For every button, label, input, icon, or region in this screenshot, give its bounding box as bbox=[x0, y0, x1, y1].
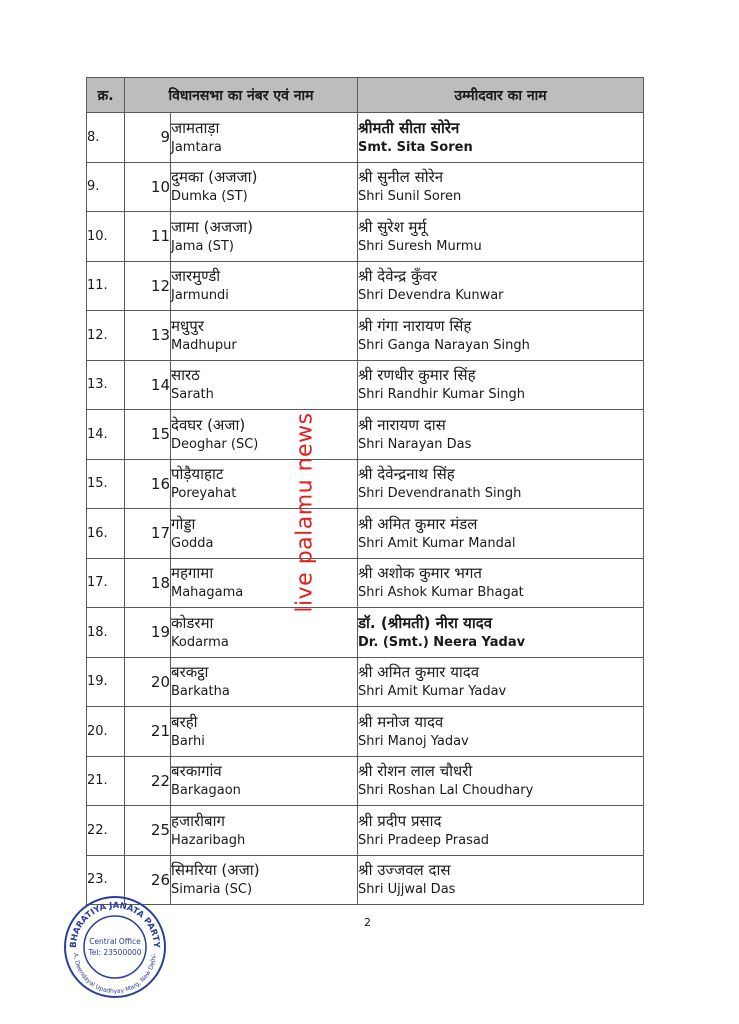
constituency-name-hindi: जारमुण्डी bbox=[171, 267, 221, 286]
candidate-name-hindi: डॉ. (श्रीमती) नीरा यादव bbox=[358, 613, 493, 632]
constituency-name-english: Poreyahat bbox=[171, 486, 237, 502]
candidate-name-english: Shri Devendra Kunwar bbox=[358, 288, 504, 304]
constituency-name bbox=[171, 113, 358, 163]
seal-outer-text: BHARATIYA JANATA PARTY bbox=[68, 900, 162, 949]
constituency-name-hindi: बरकागांव bbox=[171, 762, 222, 781]
constituency-number: 25 bbox=[125, 806, 171, 856]
constituency-name-hindi: सारठ bbox=[171, 366, 200, 385]
constituency-name bbox=[171, 707, 358, 757]
candidate-name-english: Shri Suresh Murmu bbox=[358, 238, 482, 254]
candidate-name-hindi: श्री उज्जवल दास bbox=[358, 861, 451, 880]
candidate-name-english: Shri Pradeep Prasad bbox=[358, 832, 490, 848]
table-row bbox=[87, 707, 644, 757]
constituency-name-hindi: बरकट्ठा bbox=[171, 663, 209, 682]
table-row bbox=[87, 261, 644, 311]
candidate-name-english: Shri Manoj Yadav bbox=[358, 733, 469, 749]
candidate-name bbox=[358, 113, 644, 163]
constituency-name-english: Jarmundi bbox=[171, 288, 229, 304]
candidate-name-hindi: श्री अमित कुमार मंडल bbox=[358, 514, 478, 533]
candidate-name-hindi: श्री रणधीर कुमार सिंह bbox=[358, 366, 476, 385]
table-row bbox=[87, 410, 644, 460]
constituency-name bbox=[171, 558, 358, 608]
constituency-name-hindi: दुमका (अजजा) bbox=[171, 168, 258, 187]
seal-inner-line1: Central Office bbox=[89, 937, 141, 946]
candidate-name bbox=[358, 311, 644, 361]
candidate-name-english: Shri Devendranath Singh bbox=[358, 486, 522, 502]
candidate-name-hindi: श्री नारायण दास bbox=[358, 415, 446, 434]
constituency-name-english: Mahagama bbox=[171, 585, 244, 601]
constituency-name bbox=[171, 657, 358, 707]
table-row bbox=[87, 113, 644, 163]
table-row bbox=[87, 855, 644, 905]
constituency-number: 13 bbox=[125, 311, 171, 361]
candidate-name-english: Shri Amit Kumar Yadav bbox=[358, 684, 507, 700]
candidate-name-english: Shri Randhir Kumar Singh bbox=[358, 387, 525, 403]
constituency-name-hindi: पोड़ैयाहाट bbox=[171, 465, 224, 484]
constituency-number: 20 bbox=[125, 657, 171, 707]
constituency-name bbox=[171, 855, 358, 905]
serial-number: 23. bbox=[87, 855, 125, 905]
candidate-name-hindi: श्री सुनील सोरेन bbox=[358, 168, 444, 187]
candidate-name-hindi: श्री देवेन्द्रनाथ सिंह bbox=[358, 465, 455, 484]
constituency-name-english: Kodarma bbox=[171, 634, 229, 650]
candidate-name-hindi: श्री मनोज यादव bbox=[358, 712, 444, 731]
candidate-name-english: Shri Roshan Lal Choudhary bbox=[358, 783, 534, 799]
constituency-name-hindi: हजारीबाग bbox=[171, 811, 225, 830]
constituency-number: 16 bbox=[125, 459, 171, 509]
constituency-name-english: Barhi bbox=[171, 733, 205, 749]
table-row bbox=[87, 806, 644, 856]
candidate-name-english: Smt. Sita Soren bbox=[358, 139, 473, 155]
constituency-name-english: Madhupur bbox=[171, 337, 237, 353]
candidate-name-english: Shri Narayan Das bbox=[358, 436, 472, 452]
constituency-name-hindi: देवघर (अजा) bbox=[171, 415, 246, 434]
watermark: live palamu news bbox=[292, 412, 318, 613]
constituency-name-english: Jamtara bbox=[171, 139, 222, 155]
page-number: 2 bbox=[364, 916, 371, 929]
constituency-name-hindi: बरही bbox=[171, 712, 198, 731]
header-constituency: विधानसभा का नंबर एवं नाम bbox=[125, 78, 358, 113]
candidate-name bbox=[358, 261, 644, 311]
candidate-name bbox=[358, 855, 644, 905]
serial-number: 9. bbox=[87, 162, 125, 212]
candidate-name-english: Dr. (Smt.) Neera Yadav bbox=[358, 634, 526, 650]
candidate-name bbox=[358, 657, 644, 707]
table-row bbox=[87, 509, 644, 559]
constituency-name-hindi: महगामा bbox=[171, 564, 214, 583]
serial-number: 8. bbox=[87, 113, 125, 163]
constituency-name bbox=[171, 756, 358, 806]
constituency-number: 11 bbox=[125, 212, 171, 262]
constituency-name bbox=[171, 360, 358, 410]
constituency-name bbox=[171, 311, 358, 361]
table-row bbox=[87, 360, 644, 410]
header-candidate: उम्मीदवार का नाम bbox=[358, 78, 644, 113]
table-row bbox=[87, 212, 644, 262]
serial-number: 22. bbox=[87, 806, 125, 856]
constituency-name-english: Barkatha bbox=[171, 684, 230, 700]
constituency-name-english: Deoghar (SC) bbox=[171, 436, 259, 452]
table-row bbox=[87, 311, 644, 361]
serial-number: 20. bbox=[87, 707, 125, 757]
constituency-name bbox=[171, 608, 358, 658]
constituency-name bbox=[171, 410, 358, 460]
constituency-name-hindi: जामा (अजजा) bbox=[171, 217, 253, 236]
table-body bbox=[87, 113, 644, 905]
candidate-name-hindi: श्री सुरेश मुर्मू bbox=[358, 217, 427, 236]
constituency-name-hindi: कोडरमा bbox=[171, 613, 214, 632]
constituency-name-english: Jama (ST) bbox=[171, 238, 234, 254]
constituency-name-english: Godda bbox=[171, 535, 214, 551]
constituency-number: 21 bbox=[125, 707, 171, 757]
candidate-name bbox=[358, 212, 644, 262]
header-serial: क्र. bbox=[87, 78, 125, 113]
serial-number: 18. bbox=[87, 608, 125, 658]
serial-number: 13. bbox=[87, 360, 125, 410]
table-row bbox=[87, 657, 644, 707]
party-seal-icon bbox=[62, 894, 168, 1000]
table-row bbox=[87, 558, 644, 608]
constituency-name-hindi: सिमरिया (अजा) bbox=[171, 861, 260, 880]
candidate-name-hindi: श्री अमित कुमार यादव bbox=[358, 663, 480, 682]
constituency-name bbox=[171, 261, 358, 311]
serial-number: 21. bbox=[87, 756, 125, 806]
candidate-name bbox=[358, 707, 644, 757]
constituency-name-english: Barkagaon bbox=[171, 783, 241, 799]
constituency-name-english: Simaria (SC) bbox=[171, 882, 253, 898]
candidate-name bbox=[358, 509, 644, 559]
serial-number: 19. bbox=[87, 657, 125, 707]
serial-number: 15. bbox=[87, 459, 125, 509]
candidate-name-english: Shri Sunil Soren bbox=[358, 189, 462, 205]
constituency-number: 12 bbox=[125, 261, 171, 311]
serial-number: 11. bbox=[87, 261, 125, 311]
constituency-number: 17 bbox=[125, 509, 171, 559]
candidate-name-hindi: श्री रोशन लाल चौधरी bbox=[358, 762, 473, 781]
constituency-name-hindi: जामताड़ा bbox=[171, 118, 220, 137]
candidate-name-english: Shri Amit Kumar Mandal bbox=[358, 535, 516, 551]
table-header-row bbox=[87, 78, 644, 113]
candidate-name-english: Shri Ujjwal Das bbox=[358, 882, 456, 898]
serial-number: 17. bbox=[87, 558, 125, 608]
candidate-name-english: Shri Ashok Kumar Bhagat bbox=[358, 585, 524, 601]
candidate-name bbox=[358, 608, 644, 658]
candidate-name bbox=[358, 360, 644, 410]
serial-number: 12. bbox=[87, 311, 125, 361]
constituency-name-english: Dumka (ST) bbox=[171, 189, 248, 205]
table-row bbox=[87, 608, 644, 658]
candidate-name bbox=[358, 459, 644, 509]
constituency-number: 15 bbox=[125, 410, 171, 460]
candidate-name-hindi: श्री देवेन्द्र कुँवर bbox=[358, 267, 437, 286]
serial-number: 10. bbox=[87, 212, 125, 262]
candidate-name-hindi: श्री गंगा नारायण सिंह bbox=[358, 316, 472, 335]
seal-bottom-text: A, Deendayal Upadhyay Marg, New Delhi- bbox=[71, 952, 158, 996]
constituency-number: 10 bbox=[125, 162, 171, 212]
candidate-name bbox=[358, 162, 644, 212]
constituency-name bbox=[171, 806, 358, 856]
constituency-name bbox=[171, 509, 358, 559]
candidate-name bbox=[358, 756, 644, 806]
constituency-name-hindi: मधुपुर bbox=[171, 316, 204, 335]
constituency-name bbox=[171, 212, 358, 262]
candidate-name-hindi: श्री अशोक कुमार भगत bbox=[358, 564, 482, 583]
table-row bbox=[87, 459, 644, 509]
constituency-number: 18 bbox=[125, 558, 171, 608]
candidate-name bbox=[358, 558, 644, 608]
candidate-name bbox=[358, 806, 644, 856]
candidate-name-english: Shri Ganga Narayan Singh bbox=[358, 337, 530, 353]
constituency-number: 9 bbox=[125, 113, 171, 163]
constituency-name bbox=[171, 459, 358, 509]
constituency-number: 22 bbox=[125, 756, 171, 806]
candidate-table bbox=[86, 77, 644, 905]
constituency-name bbox=[171, 162, 358, 212]
candidate-name-hindi: श्री प्रदीप प्रसाद bbox=[358, 811, 442, 830]
constituency-number: 14 bbox=[125, 360, 171, 410]
constituency-name-hindi: गोड्डा bbox=[171, 514, 196, 533]
candidate-name-hindi: श्रीमती सीता सोरेन bbox=[358, 118, 460, 137]
table-row bbox=[87, 756, 644, 806]
seal-inner-line2: Tel: 23500000 bbox=[88, 948, 142, 957]
candidate-name bbox=[358, 410, 644, 460]
table-row bbox=[87, 162, 644, 212]
constituency-name-english: Hazaribagh bbox=[171, 832, 246, 848]
constituency-name-english: Sarath bbox=[171, 387, 214, 403]
constituency-number: 19 bbox=[125, 608, 171, 658]
serial-number: 14. bbox=[87, 410, 125, 460]
serial-number: 16. bbox=[87, 509, 125, 559]
constituency-number: 26 bbox=[125, 855, 171, 905]
